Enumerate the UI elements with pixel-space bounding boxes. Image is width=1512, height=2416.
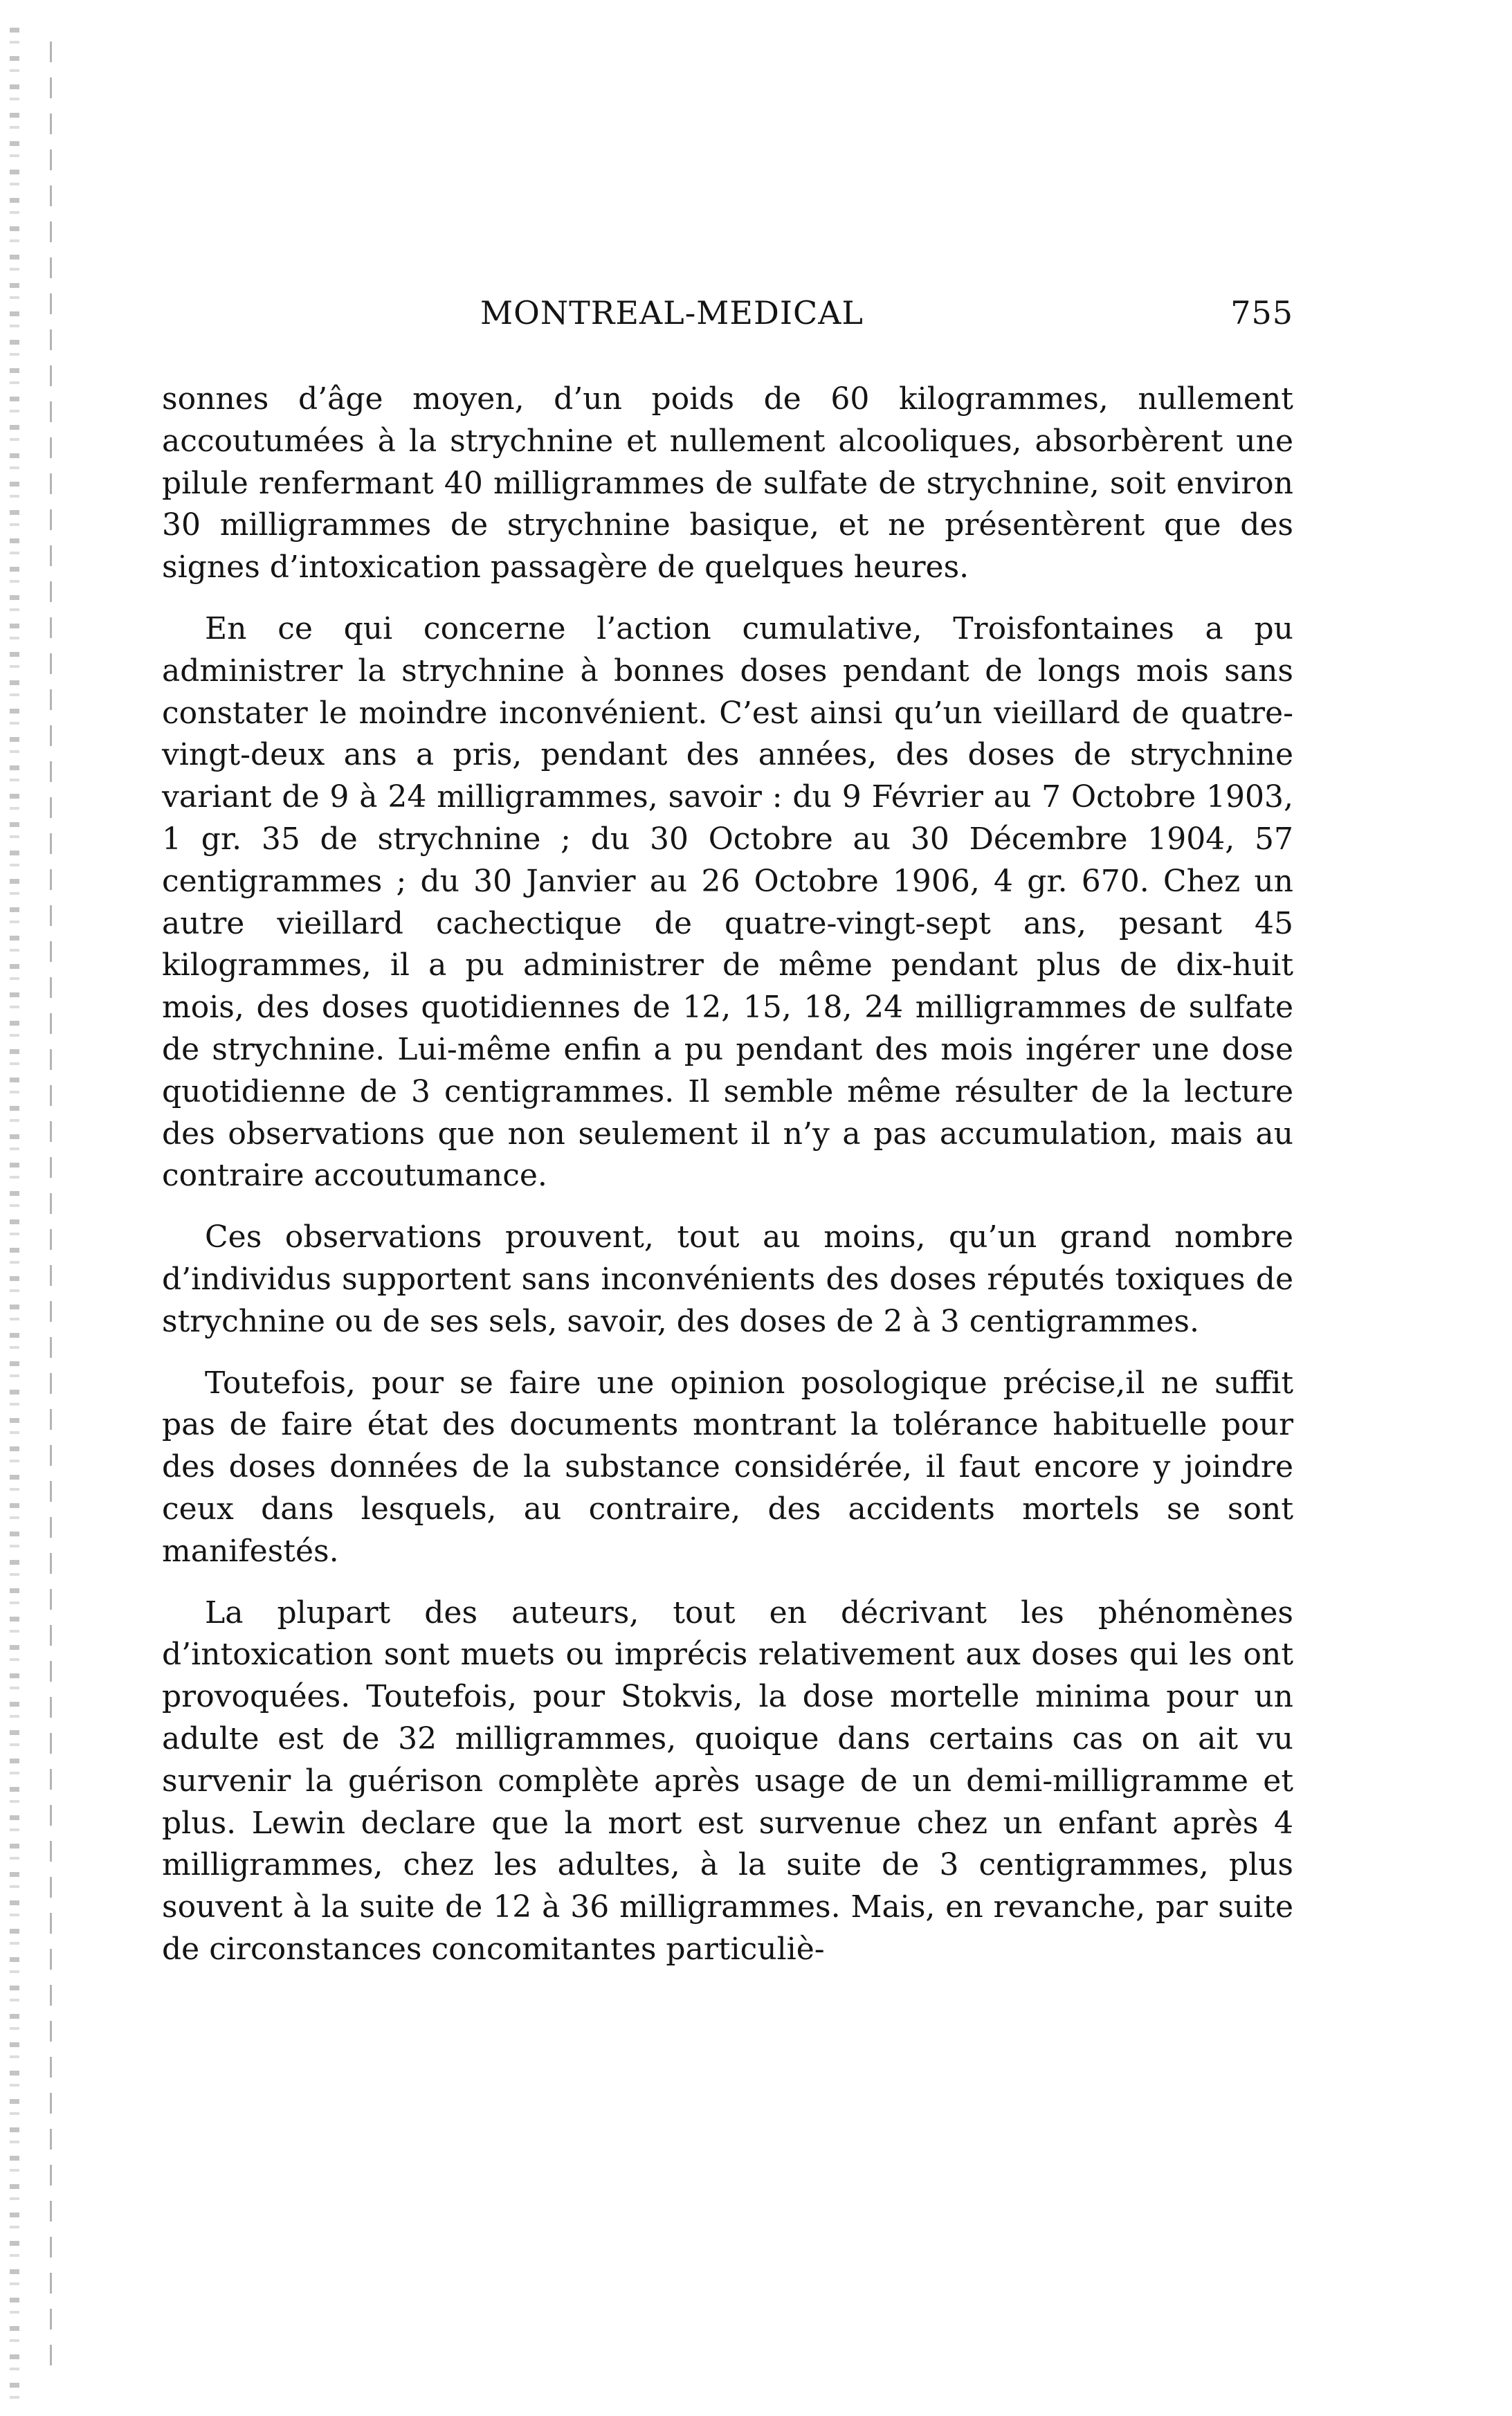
paragraph-lethal-doses: La plupart des auteurs, tout en décrivant les phénomènes d’intoxication sont muets ou imprécis relativement aux doses qui les ont provoquées. Toutefois, pour Stokvis, la dose mortelle minima pour un adulte est de 32 milligrammes, quoique dans certains cas on ait vu survenir la guérison complète après usage de un demi-milligramme et plus. Lewin declare que la mort est survenue chez un enfant après 4 milligrammes, chez les adultes, à la suite de 3 centigrammes, plus souvent à la suite de 12 à 36 milligrammes. Mais, en revanche, par suite de circonstances concomitantes particuliè- <box>162 1595 1293 1967</box>
page-number: 755 <box>1230 294 1293 331</box>
paragraph-cumulative-action: En ce qui concerne l’action cumulative, Troisfontaines a pu administrer la strychnine à bonnes doses pendant de longs mois sans constater le moindre inconvénient. C’est ainsi qu’un vieillard de quatre-vingt-deux ans a pris, pendant des années, des doses de strychnine variant de 9 à 24 milligrammes, savoir : du 9 Février au 7 Octobre 1903, 1 gr. 35 de strychnine ; du 30 Octobre au 30 Décembre 1904, 57 centigrammes ; du 30 Janvier au 26 Octobre 1906, 4 gr. 670. Chez un autre vieillard cachectique de quatre-vingt-sept ans, pesant 45 kilogrammes, il a pu administrer de même pendant plus de dix-huit mois, des doses quotidiennes de 12, 15, 18, 24 milligrammes de sulfate de strychnine. Lui-même enfin a pu pendant des mois ingérer une dose quotidienne de 3 centigrammes. Il semble même résulter de la lecture des observations que non seulement il n’y a pas accumulation, mais au contraire accoutumance. <box>162 610 1293 1194</box>
paragraph-continued: sonnes d’âge moyen, d’un poids de 60 kilogrammes, nullement accoutumées à la strychnine et nullement alcooliques, absorbèrent une pilule renfermant 40 milligrammes de sulfate de strychnine, soit environ 30 milligrammes de strychnine basique, et ne présentèrent que des signes d’intoxication passagère de quelques heures. <box>162 381 1293 585</box>
running-title: MONTREAL-MEDICAL <box>480 294 864 331</box>
gutter-shadow-line <box>50 42 52 2381</box>
page-binding-edge <box>10 28 19 2401</box>
running-head <box>162 294 1293 343</box>
paragraph-observations: Ces observations prouvent, tout au moins, qu’un grand nombre d’individus supportent sans inconvénients des doses réputés toxiques de strychnine ou de ses sels, savoir, des doses de 2 à 3 centigrammes. <box>162 1219 1293 1339</box>
body-text <box>162 379 1293 1971</box>
paragraph-posology: Toutefois, pour se faire une opinion posologique précise,il ne suffit pas de faire état des documents montrant la tolérance habituelle pour des doses données de la substance considérée, il faut encore y joindre ceux dans lesquels, au contraire, des accidents mortels se sont manifestés. <box>162 1365 1293 1569</box>
